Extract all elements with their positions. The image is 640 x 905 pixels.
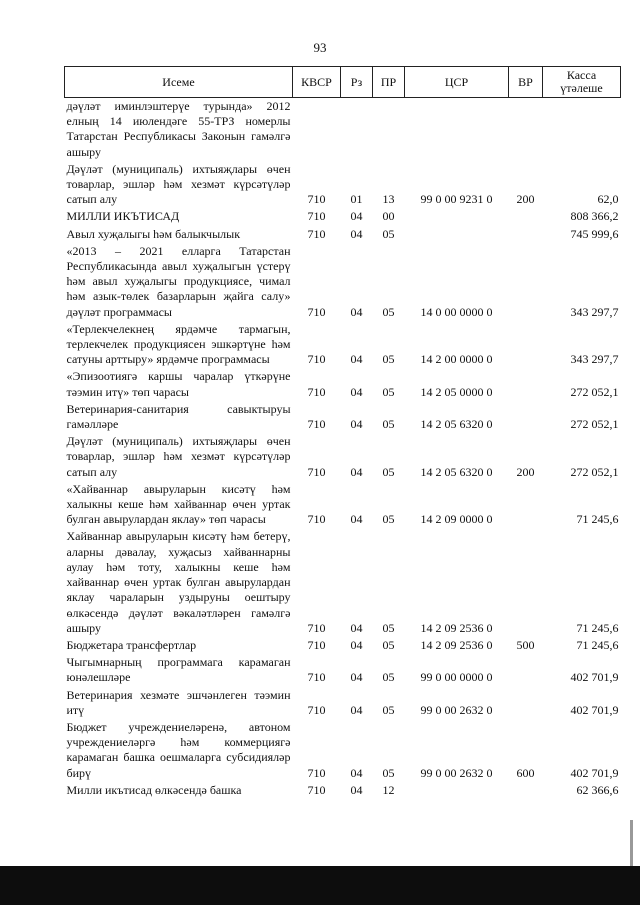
cell-pr: 05 — [382, 304, 395, 319]
cell-pr: 05 — [382, 352, 395, 367]
table-row — [65, 208, 621, 225]
cell-csr: 14 2 09 2536 0 — [420, 637, 493, 652]
cell-kvsr: 710 — [307, 384, 326, 399]
cell-vr — [509, 208, 543, 225]
cell-vr — [509, 368, 543, 400]
scan-margin-mark — [630, 820, 633, 866]
cell-pr: 05 — [382, 464, 395, 479]
cell-sum: 808 366,2 — [570, 209, 619, 224]
cell-name: МИЛЛИ ИКЪТИСАД — [66, 209, 180, 224]
cell-pr: 05 — [382, 512, 395, 527]
cell-kvsr: 710 — [307, 464, 326, 479]
cell-pr: 05 — [382, 417, 395, 432]
cell-name: Бюджет учреждениеләренә, автоном учреждениеләргә һәм коммерциягә карамаган башка оешмаларга субсидияләр бирү — [66, 719, 291, 780]
cell-pr — [373, 98, 405, 161]
cell-rz — [341, 98, 373, 161]
table-header-row — [65, 67, 621, 98]
cell-csr: 14 2 00 0000 0 — [420, 352, 493, 367]
table-row — [65, 782, 621, 799]
cell-sum: 402 701,9 — [570, 670, 619, 685]
table-row — [65, 687, 621, 719]
table-row — [65, 654, 621, 686]
cell-vr: 500 — [516, 637, 535, 652]
budget-table — [64, 66, 621, 799]
cell-sum: 62,0 — [597, 192, 619, 207]
cell-rz: 04 — [350, 464, 363, 479]
header-name: Исеме — [65, 67, 293, 98]
table-row — [65, 226, 621, 243]
cell-pr: 05 — [382, 670, 395, 685]
cell-kvsr: 710 — [307, 765, 326, 780]
scan-footer-bar — [0, 866, 640, 905]
cell-vr — [509, 481, 543, 529]
header-kvsr: КВСР — [293, 67, 341, 98]
table-row — [65, 433, 621, 481]
cell-vr — [509, 528, 543, 636]
cell-pr: 05 — [382, 226, 395, 241]
cell-kvsr: 710 — [307, 637, 326, 652]
cell-pr: 05 — [382, 384, 395, 399]
cell-sum: 343 297,7 — [570, 304, 619, 319]
cell-rz: 04 — [350, 670, 363, 685]
table-row — [65, 243, 621, 321]
cell-kvsr: 710 — [307, 670, 326, 685]
cell-vr: 200 — [516, 464, 535, 479]
cell-kvsr: 710 — [307, 417, 326, 432]
cell-name: «Эпизоотиягә каршы чаралар үткәрүне тәэмин итү» төп чарасы — [66, 369, 291, 399]
cell-rz: 04 — [350, 304, 363, 319]
cell-name: Дәүләт (муниципаль) ихтыяҗлары өчен товарлар, эшләр һәм хезмәт күрсәтүләр сатып алу — [66, 161, 291, 207]
cell-kvsr: 710 — [307, 304, 326, 319]
cell-rz: 04 — [350, 209, 363, 224]
cell-name: Дәүләт (муниципаль) ихтыяҗлары өчен товарлар, эшләр һәм хезмәт күрсәтүләр сатып алу — [66, 434, 291, 479]
table-row — [65, 368, 621, 400]
cell-pr: 00 — [382, 209, 395, 224]
cell-pr: 05 — [382, 702, 395, 717]
cell-pr: 05 — [382, 637, 395, 652]
cell-pr: 05 — [382, 620, 395, 635]
cell-kvsr: 710 — [307, 512, 326, 527]
cell-vr — [509, 401, 543, 433]
table-row — [65, 98, 621, 161]
table-row — [65, 321, 621, 369]
cell-name: Ветеринария-санитария савыктыруы гамәлләре — [66, 401, 291, 432]
cell-kvsr: 710 — [307, 352, 326, 367]
cell-vr — [509, 321, 543, 369]
table-row — [65, 481, 621, 529]
cell-sum: 71 245,6 — [576, 512, 619, 527]
page-number: 93 — [313, 40, 327, 55]
cell-csr — [405, 208, 509, 225]
cell-sum: 272 052,1 — [570, 417, 619, 432]
cell-vr — [509, 654, 543, 686]
cell-pr: 12 — [382, 782, 395, 797]
cell-rz: 01 — [350, 192, 363, 207]
header-sum: Касса үтәлеше — [543, 67, 621, 98]
cell-rz: 04 — [350, 512, 363, 527]
cell-name: Милли икътисад өлкәсендә башка — [66, 782, 242, 797]
header-pr: ПР — [373, 67, 405, 98]
cell-name: дәүләт иминлэштерүе турында» 2012 елның 14 июлендәге 55-ТРЗ номерлы Татарстан Республикасы Законын гамәлгә ашыру — [66, 99, 291, 159]
cell-vr: 600 — [516, 765, 535, 780]
table-row — [65, 719, 621, 782]
cell-vr — [509, 687, 543, 719]
cell-csr — [405, 226, 509, 243]
cell-sum: 745 999,6 — [570, 226, 619, 241]
cell-sum: 402 701,9 — [570, 765, 619, 780]
table-body — [65, 98, 621, 799]
header-csr: ЦСР — [405, 67, 509, 98]
cell-name: Хайваннар авыруларын кисәтү һәм бетерү, аларны дәвалау, хуҗасыз хайваннарны аулау һәм тоту, халыкны кеше һәм хайваннар өчен уртак булган авырулардан яклау чараларын уздыруны оештыру өлкәсендә дәүләт вәкаләтләрен гамәлгә ашыру — [66, 529, 291, 635]
cell-kvsr: 710 — [307, 702, 326, 717]
cell-name: Чыгымнарның программага карамаган юнәлешләре — [66, 655, 291, 685]
cell-csr — [405, 782, 509, 799]
cell-rz: 04 — [350, 620, 363, 635]
cell-vr — [509, 782, 543, 799]
cell-rz: 04 — [350, 384, 363, 399]
cell-kvsr: 710 — [307, 209, 326, 224]
cell-name: «Хайваннар авыруларын кисәтү һәм халыкны кеше һәм хайваннар өчен уртак булган авырулардан яклау» төп чарасы — [66, 481, 291, 527]
cell-name: «Терлекчелекнең ярдәмче тармагын, терлекчелек продукциясен эшкәртүне һәм сатуны арттыру» ярдәмче программасы — [66, 321, 291, 367]
cell-sum: 272 052,1 — [570, 384, 619, 399]
cell-rz: 04 — [350, 417, 363, 432]
cell-sum: 71 245,6 — [576, 620, 619, 635]
cell-sum: 62 366,6 — [576, 782, 619, 797]
cell-rz: 04 — [350, 765, 363, 780]
cell-rz: 04 — [350, 702, 363, 717]
cell-csr: 99 0 00 0000 0 — [420, 670, 493, 685]
table-row — [65, 401, 621, 433]
cell-kvsr — [293, 98, 341, 161]
cell-name: «2013 – 2021 елларга Татарстан Республикасында авыл хуҗалыгын үстерү һәм авыл хуҗалыгы продукциясе, чимал һәм азык-төлек базарларын җайга салу» дәүләт программасы — [66, 243, 291, 319]
header-rz: Рз — [341, 67, 373, 98]
cell-csr: 14 2 05 6320 0 — [420, 464, 493, 479]
cell-csr: 99 0 00 2632 0 — [420, 765, 493, 780]
cell-kvsr: 710 — [307, 192, 326, 207]
cell-vr — [509, 243, 543, 321]
cell-name: Авыл хуҗалыгы һәм балыкчылык — [66, 226, 241, 241]
table-row — [65, 161, 621, 209]
cell-csr — [405, 98, 509, 161]
cell-vr — [509, 226, 543, 243]
cell-sum: 272 052,1 — [570, 464, 619, 479]
cell-name: Бюджетара трансфертлар — [66, 637, 197, 652]
cell-vr — [509, 98, 543, 161]
cell-vr: 200 — [516, 192, 535, 207]
cell-csr: 14 2 09 0000 0 — [420, 512, 493, 527]
cell-csr: 14 2 05 6320 0 — [420, 417, 493, 432]
table-row — [65, 637, 621, 654]
cell-kvsr: 710 — [307, 226, 326, 241]
cell-rz: 04 — [350, 782, 363, 797]
cell-rz: 04 — [350, 352, 363, 367]
cell-csr: 14 0 00 0000 0 — [420, 304, 493, 319]
cell-rz: 04 — [350, 226, 363, 241]
cell-csr: 14 2 05 0000 0 — [420, 384, 493, 399]
cell-rz: 04 — [350, 637, 363, 652]
table-row — [65, 528, 621, 636]
cell-kvsr: 710 — [307, 782, 326, 797]
cell-sum: 343 297,7 — [570, 352, 619, 367]
cell-kvsr: 710 — [307, 620, 326, 635]
cell-pr: 05 — [382, 765, 395, 780]
cell-sum: 71 245,6 — [576, 637, 619, 652]
cell-sum: 402 701,9 — [570, 702, 619, 717]
cell-sum — [543, 98, 621, 161]
cell-csr: 99 0 00 2632 0 — [420, 702, 493, 717]
cell-csr: 14 2 09 2536 0 — [420, 620, 493, 635]
cell-pr: 13 — [382, 192, 395, 207]
cell-csr: 99 0 00 9231 0 — [420, 192, 493, 207]
cell-name: Ветеринария хезмәте эшчәнлеген тәэмин итү — [66, 687, 291, 717]
header-vr: ВР — [509, 67, 543, 98]
